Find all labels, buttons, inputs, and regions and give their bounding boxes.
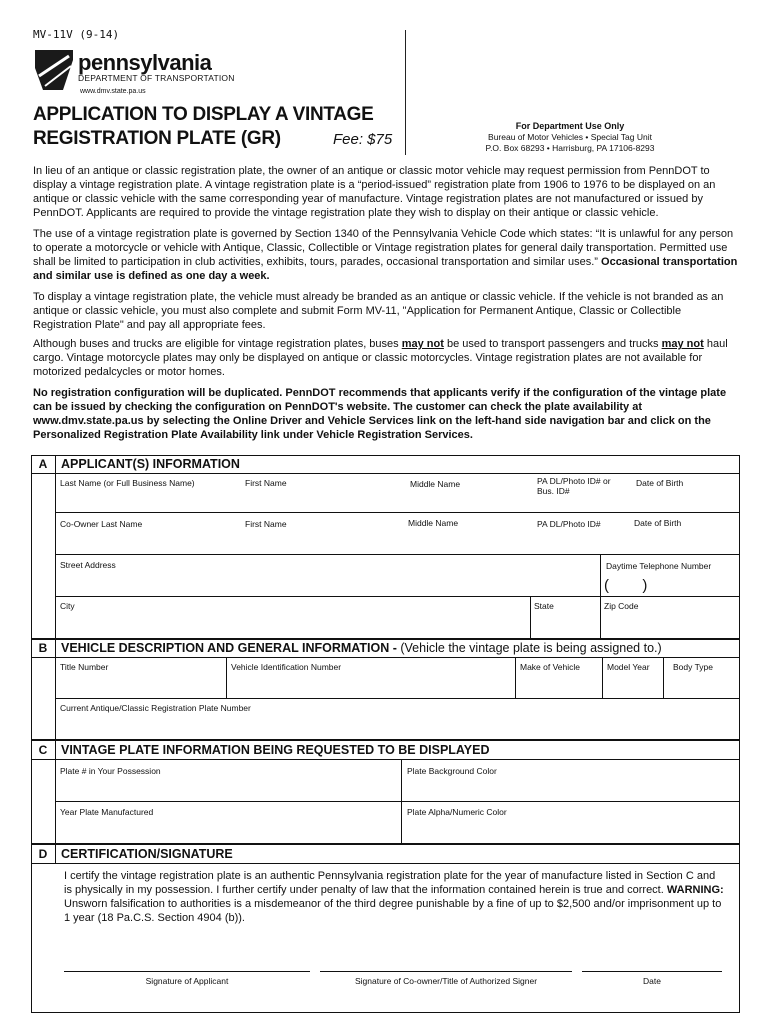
p4-underline-1: may not (401, 338, 444, 350)
form-number: MV-11V (9-14) (33, 28, 120, 41)
section-d-letter-divider (55, 843, 56, 863)
section-b-title-text: VEHICLE DESCRIPTION AND GENERAL INFORMATION - (61, 641, 401, 655)
intro-paragraph-2-bold: Occasional transportation and similar use is defined as one day a week. (33, 256, 738, 282)
state-field[interactable]: State (534, 601, 554, 611)
logo-department: DEPARTMENT OF TRANSPORTATION (78, 73, 235, 83)
section-d-title: CERTIFICATION/SIGNATURE (61, 847, 233, 861)
dept-use-bureau: Bureau of Motor Vehicles • Special Tag Unit (488, 132, 652, 142)
model-year-field[interactable]: Model Year (607, 662, 650, 672)
col-divider (515, 657, 516, 698)
coowner-signature-line[interactable] (320, 971, 572, 972)
header-divider (405, 30, 406, 155)
row-rule (55, 596, 739, 597)
date-signature-line[interactable] (582, 971, 722, 972)
intro-paragraph-5: No registration configuration will be duplicated. PennDOT recommends that applicants verify if the configuration of the vintage plate can be issued by checking the configuration on PennDOT's website. The customer can check the plate availability at www.dmv.state.pa.us by selecting the Online Driver and Vehicle Services link on the left-hand side navigation bar and click on the Personalized Registration Plate Availability link under Vehicle Registration Services. (33, 387, 727, 441)
section-c-letter-divider (55, 739, 56, 845)
col-divider (602, 657, 603, 698)
col-divider (226, 657, 227, 698)
zip-code-field[interactable]: Zip Code (604, 601, 639, 611)
pa-dl-field[interactable] (537, 476, 611, 496)
year-manufactured-field[interactable]: Year Plate Manufactured (60, 807, 154, 817)
section-b-title-note: (Vehicle the vintage plate is being assigned to.) (400, 641, 662, 655)
p4-underline-2: may not (661, 338, 704, 350)
p4-text-c: haul cargo. Vintage motorcycle plates may only be displayed on antique or classic motorcycles. Vintage registration plates are not available for motorized pedalcycles or motor homes. (33, 338, 728, 378)
certification-text (64, 869, 726, 925)
co-owner-pa-dl-field[interactable]: PA DL/Photo ID# (537, 519, 601, 529)
dob-field[interactable]: Date of Birth (636, 478, 684, 488)
co-owner-middle-name-field[interactable]: Middle Name (408, 518, 459, 528)
vin-field[interactable]: Vehicle Identification Number (231, 662, 342, 672)
certification-statement: I certify the vintage registration plate is an authentic Pennsylvania registration plate for the year of manufacture listed in Section C and is physically in my possession. I further certify under penalty of law that the information contained herein is true and correct. (64, 870, 716, 896)
section-a-title: APPLICANT(S) INFORMATION (61, 457, 240, 471)
row-rule (55, 512, 739, 513)
section-d-letter: D (38, 847, 48, 861)
p4-text-b: be used to transport passengers and trucks (443, 338, 662, 350)
plate-alpha-color-field[interactable]: Plate Alpha/Numeric Color (407, 807, 507, 817)
intro-paragraph-2-text: The use of a vintage registration plate is governed by Section 1340 of the Pennsylvania Vehicle Code which states: “It is unlawful for any person to operate a motorcycle or vehicle with Antique, Classic, Collectible or Vintage registration plates for general daily transportation. Permitted use shall be limited to participation in club activities, exhibits, tours, parades, occasional transportation and similar uses.” (33, 228, 734, 268)
co-owner-dob-field[interactable]: Date of Birth (634, 518, 682, 528)
plate-number-field[interactable]: Plate # in Your Possession (60, 766, 161, 776)
last-name-field[interactable]: Last Name (or Full Business Name) (60, 478, 195, 488)
dept-use-title: For Department Use Only (515, 121, 625, 131)
section-b-title-rule (31, 657, 740, 658)
warning-text: Unsworn falsification to authorities is a misdemeanor of the third degree punishable by a fine of up to $2,500 and/or imprisonment up to 1 year (18 Pa.C.S. Section 4904 (b)). (64, 898, 722, 924)
phone-area-code[interactable]: ( ) (604, 577, 648, 594)
fee-label: Fee: $75 (333, 131, 393, 148)
section-c-title: VINTAGE PLATE INFORMATION BEING REQUESTED TO BE DISPLAYED (61, 743, 490, 757)
intro-paragraph-3: To display a vintage registration plate, the vehicle must already be branded as an antique or classic vehicle. If the vehicle is not branded as an antique or classic vehicle, you must also complete and submit Form MV-11, "Application for Permanent Antique, Classic or Collectible Registration Plate" and pay all appropriate fees. (33, 291, 724, 331)
intro-paragraph-1: In lieu of an antique or classic registration plate, the owner of an antique or classic motor vehicle may request permission from PennDOT to display a vintage registration plate. A vintage registration plate is a “period-issued” registration plate from 1906 to 1976 to be displayed on an antique or classic vehicle with the same corresponding year of manufacture. Vintage registration plates are not manufactured or issued by PennDOT. Applicants are required to provide the vintage registration plate they wish to display on their antique or classic vehicle. (33, 165, 716, 219)
row-rule (55, 801, 739, 802)
make-field[interactable]: Make of Vehicle (520, 662, 581, 672)
keystone-logo-icon (33, 46, 77, 92)
section-b-letter: B (38, 641, 48, 655)
section-c-letter: C (38, 743, 48, 757)
coowner-signature-label: Signature of Co-owner/Title of Authorized Signer (354, 976, 538, 986)
section-c-title-rule (31, 759, 740, 760)
phone-field[interactable]: Daytime Telephone Number (606, 561, 712, 571)
intro-paragraph-2 (33, 227, 740, 283)
logo-url[interactable]: www.dmv.state.pa.us (80, 88, 146, 95)
middle-name-field[interactable]: Middle Name (410, 479, 461, 489)
section-b-title (61, 641, 662, 655)
pa-dl-label-1: PA DL/Photo ID# or (537, 476, 611, 486)
co-owner-first-name-field[interactable]: First Name (245, 519, 287, 529)
dept-use-address: P.O. Box 68293 • Harrisburg, PA 17106-8293 (485, 143, 655, 153)
first-name-field[interactable]: First Name (245, 478, 287, 488)
city-field[interactable]: City (60, 601, 75, 611)
intro-paragraph-4 (33, 337, 740, 379)
plate-background-field[interactable]: Plate Background Color (407, 766, 497, 776)
date-label: Date (643, 976, 661, 986)
applicant-signature-line[interactable] (64, 971, 310, 972)
applicant-signature-label: Signature of Applicant (145, 976, 229, 986)
row-rule (55, 698, 739, 699)
row-rule (55, 554, 739, 555)
co-owner-last-name-field[interactable]: Co-Owner Last Name (60, 519, 143, 529)
pa-dl-label-2: Bus. ID# (537, 486, 570, 496)
section-d-title-rule (31, 863, 740, 864)
body-type-field[interactable]: Body Type (673, 662, 714, 672)
section-a-letter-divider (55, 455, 56, 640)
p4-text-a: Although buses and trucks are eligible for vintage registration plates, buses (33, 338, 402, 350)
logo-wordmark: pennsylvania (78, 50, 212, 75)
warning-label: WARNING: (666, 884, 724, 896)
section-a-letter: A (38, 457, 48, 471)
current-plate-field[interactable]: Current Antique/Classic Registration Plate Number (60, 703, 251, 713)
state-divider (530, 596, 531, 638)
section-b-letter-divider (55, 638, 56, 741)
title-number-field[interactable]: Title Number (60, 662, 109, 672)
form-title-line2: REGISTRATION PLATE (GR) (33, 128, 281, 149)
section-a-title-rule (31, 473, 740, 474)
col-divider (663, 657, 664, 698)
street-address-field[interactable]: Street Address (60, 560, 116, 570)
form-title-line1: APPLICATION TO DISPLAY A VINTAGE (33, 104, 374, 125)
